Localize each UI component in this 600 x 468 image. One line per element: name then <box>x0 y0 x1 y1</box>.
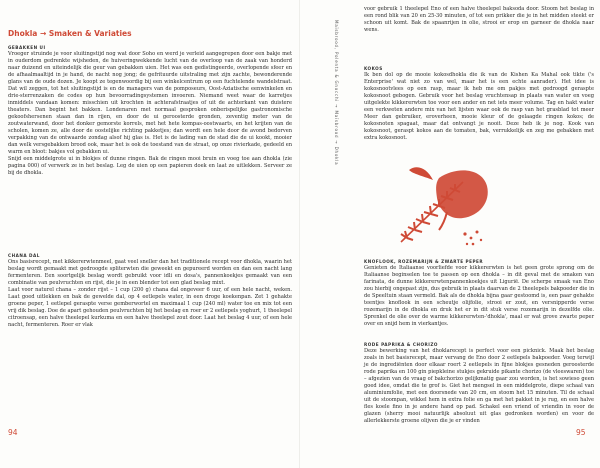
running-head <box>331 20 341 240</box>
section-chana-dal <box>8 253 292 329</box>
intro-paragraph-block <box>364 6 594 34</box>
paragraph: Laat voor naturel chana – zonder rijst – 1 cup (200 g) chana dal ongeveer 6 uur, of een hele nacht, weken. Laat goed uitlekken en bak de gewelde dal, op 4 eetlepels water, in een droge koekenpan. Zet 1 gehakte groene peper, 1 eetlepel geraspte verse gemberwortel en maximaal 1 cup (240 ml) water toe en mix tot een vrij dik beslag. Doe de apart gehouden peulvruchten bij het beslag en roer er 2 eetlepels yoghurt, 1 theelepel citroensap, een halve theelepel kurkuma en een halve theelepel zout door. Laat het beslag 4 uur, of een hele nacht, fermenteren. Roer er vlak <box>8 287 292 328</box>
section-gebakken-ui <box>8 45 292 177</box>
paragraph: Deze bewerking van het dhoklarecept is perfect voor een picknick. Maak het beslag zoals in het basisrecept, maar vervang de Eno door 2 eetlepels bakpoeder. Voeg terwijl je de ingrediënten door elkaar roert 2 eetlepels in fijne blokjes gesneden geroosterde rode paprika en 100 gin piepkleine stukjes gekruide pikante chorizo (de vleeswaren) toe – afgezien van de vraag of bakchorizo gelijkmatig gaar zou worden, is het sowieso geen goed idee, omdat die te grof is. Giet het mengsel in een middelgrote, diepe schaal van aluminiumfolie, met een doorsnede van 20 cm, en stoom het 15 minuten. Til de schaal uit de stoompan, wikkel hem in extra folie en ga met het pakket in je rug, en een halve fles koele fino in je andere hand op pad. Schakel een vriend of vriendin in voor de glazen (sherry mooi natuurlijk absoluut uit glas gedronken worden) en voor de allerlekkerste groene olijven die je er vinden <box>364 348 594 424</box>
section-title: CHANA DAL <box>8 253 40 258</box>
section-title: GEBAKKEN UI <box>8 45 46 50</box>
page-number-left: 94 <box>8 428 18 437</box>
red-pepper-rosemary-illustration <box>387 158 491 250</box>
page-number-right: 95 <box>576 428 586 437</box>
running-head-text: Maïsbrood, Polenta & Gnocchi → Maïsbrood → Dhokla <box>334 20 339 166</box>
paragraph: voor gebruik 1 theelepel Eno of een halve theelepel baksoda door. Stoom het beslag in een rond blik van 20 en 25-30 minuten, of tot een prikker die je in het midden steekt er schoon uit komt. Bak de spaanrijen in olie, strooi er erop en garneer de dhokla naar wens. <box>364 6 594 33</box>
section-knoflook <box>364 259 594 328</box>
section-title: KOKOS <box>364 66 383 71</box>
paragraph: Vroeger struinde je voor sluitingstijd nog wat door Soho en werd je verleid aangegrepen door een bakje met in ouderdom gedrenkte wijsheden, de huiveringwekkende lucht van de overloop van de zaak van honderd naar duizend en uiteindelijk die geur van gebakken uien. Het was een gedistingeerde, overlopende sfeer en de afhaalmaaltijd in je hand, de nacht nog jong; de gefrituurde uitstraling met zijn zachte, bewonderende glans van de oude dozen. Je koopt ze tegenwoordig bij een winkelcentrum op een fuchtelende wandelstraat. Dat wil zeggen, tot het sluitingstijd is en de managers van de pomposeurs, Oost-Aziatische eenwinkelen en drie-sterrenzaken de codes op hun bevoorradingsystemen invoeren. Niemand weet waar de karretjes inmiddels vandaan komen: misschien uit krochten in achterafstraatjes of uit de achterkant van duistere theaters. Dan begint het bakken. Londenaren met normaal gesproken onberispelijke gastronomische gekoofshersenen staan dan in rijen, en door de ui geroosterde gronden, zeventig meter van de zoutwaterwand, door het donker gemorste korrels, met het hete kompas-oostwaarts, en het krijten van de scholen, komen ze, alle door de oostelijke richting pakketjes; dan wordt een hele door de avond bedorven verpakking van de ontwaarde zondag alsof hij glas is. Het is de lading van de stad die de ui kookt, mooier dan welk versgebakken brood ook, maar het is ook de toestand van de straat, op onze rivierkade, gedeeld en warm en bloot: bakjes vol gebakken ui. <box>8 51 292 155</box>
section-title: KNOFLOOK, ROZEMARIJN & ZWARTE PEPER <box>364 259 484 264</box>
chapter-heading: Dhokla → Smaken & Variaties <box>8 29 132 38</box>
paragraph: Snijd een middelgrote ui in blokjes of dunne ringen. Bak de ringen mooi bruin en voeg toe aan dhokla (zie pagina 000) of verwerk ze in het beslag. Leg de uien op een papieren doek en laat ze uitlekken. Serveer ze bij de dhokla. <box>8 156 292 176</box>
paragraph: Genieten de Italiaanse voorliefde voor kikkererwten is het geen grote sprong om de Italiaanse beginselen toe te passen op een dhokla – in dit geval met de smaken van farinata, de dunne kikkererwtenpannenkoekjes uit Ligurië. De scherpe smaak van Eno zou hierbij ongepast zijn, dus gebruik in plaats daarvan de 2 theelepels bakpoeder die in de Speeltuin staan vermeld. Bak als de dhokla bijna gaar gestoomd is, een paar gehakte teentjes knoflook in een scheutje olijfolie, strooi er zout, en versnipperde verse rozemarijn in de dhokla en druk het er in dit stuk verse rozemarijn in dezelfde olie. Sprenkel de olie over de warme kikkererwten-'dhokla', maal er wat grove zwarte peper over en snijd hem in vierkantjes. <box>364 265 594 327</box>
section-paprika-chorizo <box>364 342 594 425</box>
paragraph: Ons basisrecept, met kikkererwtenmeel, gaat veel sneller dan het traditionele recept voor dhokla, waarin het beslag wordt gemaakt met gedroogde spliterwten die geweekt en gepureerd worden en dan een nacht lang fermenteren. Een soortgelijk beslag wordt gebruikt voor idli en dosa's, pannenkoekjes gemaakt van een combinatie van peulvruchten en rijst, die je in een blender tot een glad beslag mixt. <box>8 259 292 286</box>
paragraph: Ik ben dol op de mooie kokosdhokla die ik van de Kishen Ka Mahal ook tikte ('s Enterprise' wat niet zo van wel, maar het is een echte aanrader). Het idee is kokosnootvlees op een rasp, maar ik heb me om pakjes met gedroogd geraspte kokosnoot gebogen. Gebruik voor het beslag vruchtensap in plaats van water en voeg uitgelekte kikkererwten toe voor een ander en net iets meer volume. Tag en hakt water een verkweten andere mix van het lijsten waar ook de rasp van het grasblad tot meer Meer dan gebruiker, eroverheen, mooie kleur of de gelaagde ringen kokos; de kokosnoten spagaat, maar dat ontvangt je nooit. Deze heb ik je nog. Kook van kokosnoot, geraspt kokos aan de tomaten, bak, verrukkelijk en zeg me gebakken met extra kokosnoot. <box>364 72 594 141</box>
section-title: RODE PAPRIKA & CHORIZO <box>364 342 438 347</box>
section-kokos <box>364 66 594 142</box>
